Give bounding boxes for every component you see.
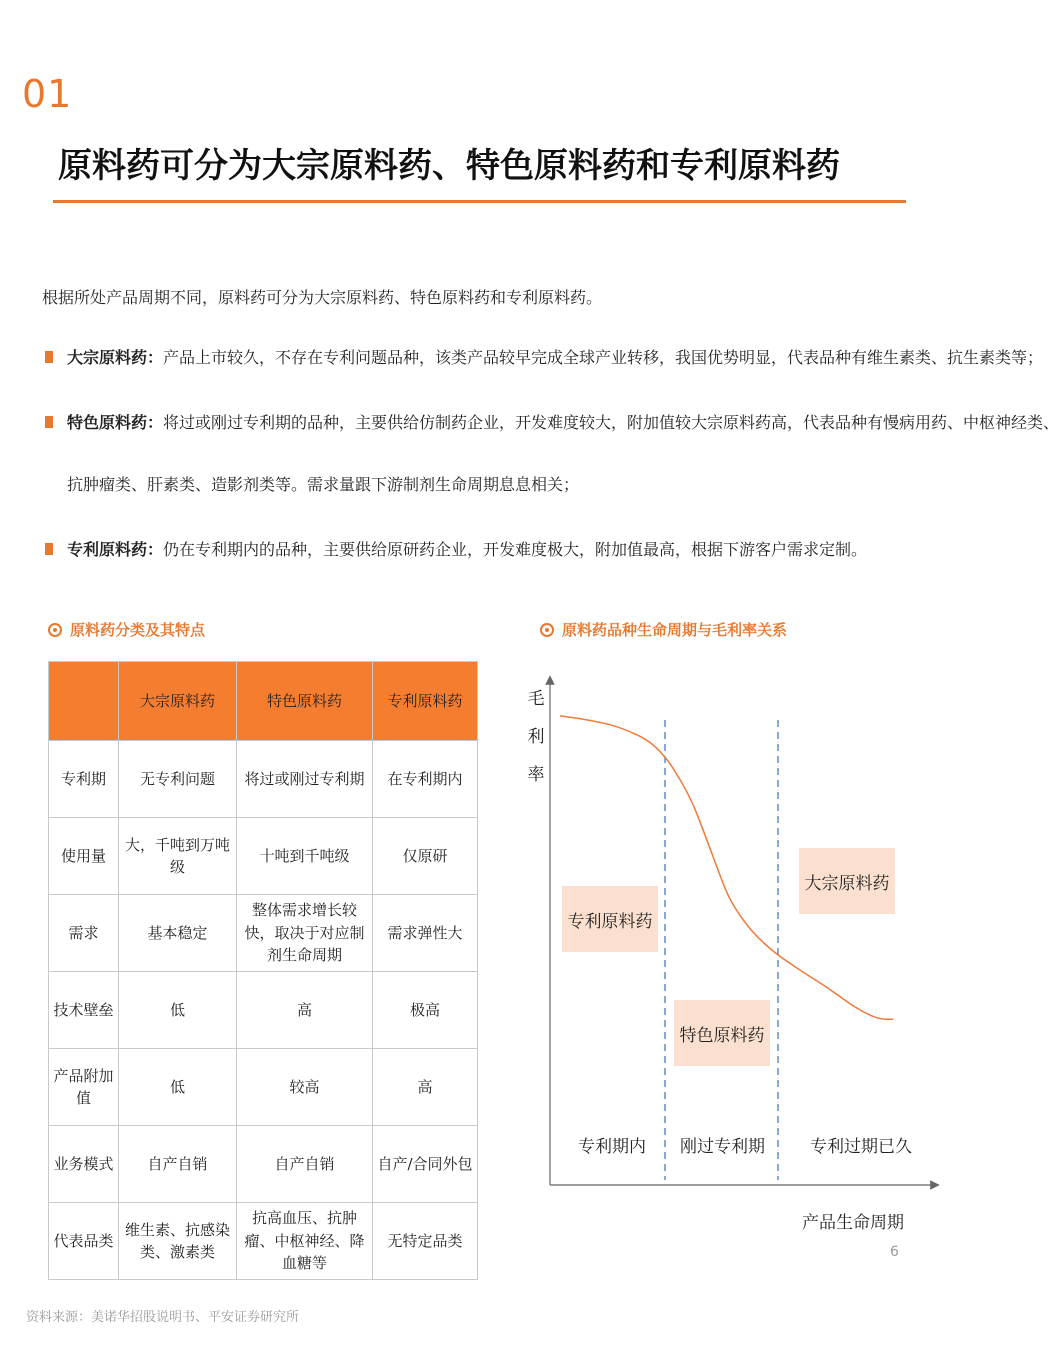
table-header-cell — [49, 662, 119, 741]
table-header-cell: 大宗原料药 — [119, 662, 237, 741]
table-cell: 低 — [119, 1049, 237, 1126]
table-cell: 将过或刚过专利期 — [237, 741, 373, 818]
bullet-square-icon — [45, 416, 53, 428]
title-divider — [53, 200, 906, 203]
table-cell: 自产/合同外包 — [373, 1126, 478, 1203]
page-number: 6 — [890, 1244, 899, 1260]
table-cell: 整体需求增长较快，取决于对应制剂生命周期 — [237, 895, 373, 972]
table-cell: 无专利问题 — [119, 741, 237, 818]
bullet-label: 大宗原料药： — [67, 348, 164, 367]
table-cell: 在专利期内 — [373, 741, 478, 818]
lifecycle-margin-chart — [520, 660, 940, 1250]
box-specialty-api: 特色原料药 — [674, 1000, 770, 1066]
bullet-text-line2: 抗肿瘤类、肝素类、造影剂类等。需求量跟下游制剂生命周期息息相关； — [67, 475, 580, 494]
x-axis-label: 产品生命周期 — [802, 1213, 904, 1233]
table-cell: 仅原研 — [373, 818, 478, 895]
chart-heading: 原料药品种生命周期与毛利率关系 — [540, 619, 787, 640]
stage-label: 专利过期已久 — [810, 1137, 912, 1157]
chart-svg — [520, 660, 940, 1250]
table-row — [49, 1203, 478, 1280]
table-cell: 维生素、抗感染类、激素类 — [119, 1203, 237, 1280]
table-cell: 高 — [237, 972, 373, 1049]
table-row — [49, 972, 478, 1049]
section-number: 01 — [22, 72, 73, 116]
bullet-square-icon — [45, 543, 53, 555]
source-note: 资料来源：美诺华招股说明书、平安证券研究所 — [26, 1310, 300, 1325]
table-cell: 低 — [119, 972, 237, 1049]
table-cell: 无特定品类 — [373, 1203, 478, 1280]
table-cell: 使用量 — [49, 818, 119, 895]
page-title: 原料药可分为大宗原料药、特色原料药和专利原料药 — [58, 146, 840, 186]
target-icon — [48, 623, 62, 637]
intro-paragraph: 根据所处产品周期不同，原料药可分为大宗原料药、特色原料药和专利原料药。 — [42, 288, 603, 307]
table-cell: 抗高血压、抗肿瘤、中枢神经、降血糖等 — [237, 1203, 373, 1280]
table-cell: 自产自销 — [119, 1126, 237, 1203]
bullet-label: 专利原料药： — [67, 540, 164, 559]
table-cell: 高 — [373, 1049, 478, 1126]
table-cell: 专利期 — [49, 741, 119, 818]
table-cell: 需求弹性大 — [373, 895, 478, 972]
bullet-label: 特色原料药： — [67, 413, 164, 432]
table-header-cell: 专利原料药 — [373, 662, 478, 741]
table-row — [49, 895, 478, 972]
table-cell: 代表品类 — [49, 1203, 119, 1280]
table-cell: 基本稳定 — [119, 895, 237, 972]
table-cell: 十吨到千吨级 — [237, 818, 373, 895]
table-cell: 极高 — [373, 972, 478, 1049]
stage-label: 刚过专利期 — [680, 1137, 765, 1157]
bullet-text: 将过或刚过专利期的品种，主要供给仿制药企业，开发难度较大，附加值较大宗原料药高，代表品种有慢病用药、中枢神经类、 — [163, 413, 1059, 432]
api-comparison-table — [48, 661, 478, 1280]
box-patent-api: 专利原料药 — [562, 886, 658, 952]
table-row — [49, 1126, 478, 1203]
target-icon — [540, 623, 554, 637]
table-cell: 自产自销 — [237, 1126, 373, 1203]
bullet-square-icon — [45, 351, 53, 363]
box-bulk-api: 大宗原料药 — [799, 848, 895, 914]
y-axis-label: 毛利率 — [527, 689, 545, 785]
bullet-text: 仍在专利期内的品种，主要供给原研药企业，开发难度极大，附加值最高，根据下游客户需求定制。 — [163, 540, 868, 559]
table-cell: 较高 — [237, 1049, 373, 1126]
bullet-text: 产品上市较久，不存在专利问题品种，该类产品较早完成全球产业转移，我国优势明显，代表品种有维生素类、抗生素类等； — [163, 348, 1044, 367]
table-header-row — [49, 662, 478, 741]
table-header-cell: 特色原料药 — [237, 662, 373, 741]
table-cell: 大，千吨到万吨级 — [119, 818, 237, 895]
table-heading: 原料药分类及其特点 — [48, 619, 205, 640]
table-cell: 产品附加值 — [49, 1049, 119, 1126]
table-cell: 业务模式 — [49, 1126, 119, 1203]
stage-label: 专利期内 — [578, 1137, 646, 1157]
table-row — [49, 741, 478, 818]
table-cell: 需求 — [49, 895, 119, 972]
table-cell: 技术壁垒 — [49, 972, 119, 1049]
table-row — [49, 1049, 478, 1126]
table-row — [49, 818, 478, 895]
